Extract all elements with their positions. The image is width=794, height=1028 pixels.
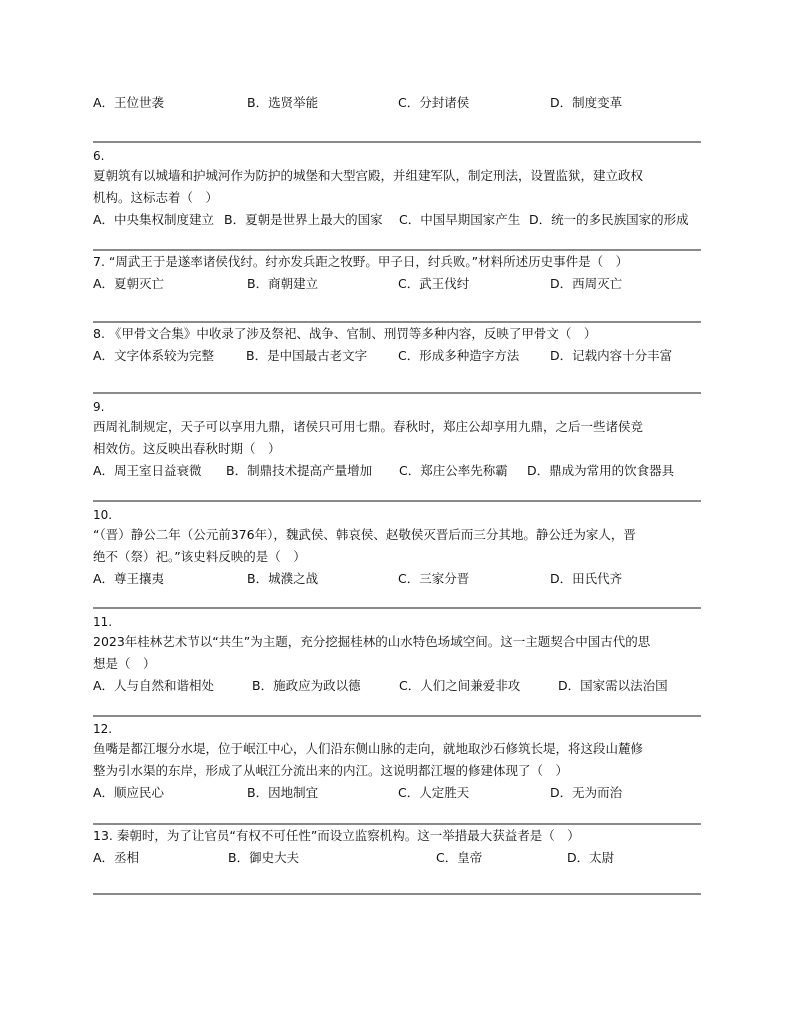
- divider: [93, 392, 701, 394]
- question-10: [93, 506, 701, 590]
- question-stem-line: “（晋）静公二年（公元前376年），魏武侯、韩哀侯、赵敬侯灭晋后而三分其地。静公迁为家人，晋: [93, 527, 636, 542]
- divider: [93, 500, 701, 502]
- option-b[interactable]: B．选贤举能: [247, 95, 319, 110]
- option-d[interactable]: D．制度变革: [550, 95, 623, 110]
- option-c[interactable]: C．皇帝: [436, 850, 483, 865]
- question-stem-line: 想是（ ）: [93, 656, 156, 671]
- option-b[interactable]: B．夏朝是世界上最大的国家: [224, 212, 383, 227]
- option-a[interactable]: A．周王室日益衰微: [93, 463, 202, 478]
- option-d[interactable]: D．国家需以法治国: [558, 678, 668, 693]
- option-c[interactable]: C．中国早期国家产生: [399, 212, 521, 227]
- options: [93, 568, 701, 590]
- options: [93, 273, 701, 295]
- option-b[interactable]: B．制鼎技术提高产量增加: [226, 463, 373, 478]
- question-number: 6.: [93, 149, 105, 163]
- option-a[interactable]: A．夏朝灭亡: [93, 276, 165, 291]
- option-a[interactable]: A．人与自然和谐相处: [93, 678, 215, 693]
- option-c[interactable]: C．武王伐纣: [398, 276, 470, 291]
- divider: [93, 607, 701, 609]
- option-b[interactable]: B．城濮之战: [247, 571, 319, 586]
- options: [93, 675, 701, 697]
- question-stem-line: 相效仿。这反映出春秋时期（ ）: [93, 441, 281, 456]
- option-a[interactable]: A．丞相: [93, 850, 140, 865]
- option-a[interactable]: A．中央集权制度建立: [93, 212, 215, 227]
- question-stem-line: 夏朝筑有以城墙和护城河作为防护的城堡和大型宫殿，并组建军队，制定刑法，设置监狱，建立政权: [93, 168, 644, 183]
- question-stem: 13. 秦朝时，为了让官员“有权不可任性”而设立监察机构。这一举措最大获益者是（ ）: [93, 828, 580, 843]
- question-number: 11.: [93, 615, 113, 629]
- option-d[interactable]: D．田氏代齐: [550, 571, 623, 586]
- question-stem-line: 绝不（祭）祀。”该史料反映的是（ ）: [93, 549, 306, 564]
- option-b[interactable]: B．商朝建立: [247, 276, 319, 291]
- option-d[interactable]: D．记载内容十分丰富: [550, 348, 673, 363]
- option-b[interactable]: B．是中国最古老文字: [246, 348, 368, 363]
- options: [93, 460, 701, 482]
- question-stem: 7. “周武王于是遂率诸侯伐纣。纣亦发兵距之牧野。甲子日，纣兵败。”材料所述历史事件是（ ）: [93, 254, 629, 269]
- option-a[interactable]: A．王位世袭: [93, 95, 165, 110]
- question-5: [93, 92, 701, 114]
- option-b[interactable]: B．因地制宜: [247, 785, 319, 800]
- question-12: [93, 720, 701, 804]
- question-number: 9.: [93, 400, 105, 414]
- option-c[interactable]: C．郑庄公率先称霸: [399, 463, 508, 478]
- question-stem-line: 机构。这标志着（ ）: [93, 190, 219, 205]
- options: [93, 92, 701, 114]
- options: [93, 782, 701, 804]
- question-11: [93, 613, 701, 697]
- question-6: [93, 147, 701, 231]
- option-d[interactable]: D．西周灭亡: [550, 276, 623, 291]
- options: [93, 847, 701, 869]
- divider: [93, 715, 701, 717]
- option-a[interactable]: A．尊王攘夷: [93, 571, 165, 586]
- option-a[interactable]: A．顺应民心: [93, 785, 165, 800]
- option-c[interactable]: C．人们之间兼爱非攻: [399, 678, 521, 693]
- question-13: [93, 825, 701, 869]
- option-c[interactable]: C．形成多种造字方法: [398, 348, 520, 363]
- option-c[interactable]: C．人定胜天: [398, 785, 470, 800]
- option-c[interactable]: C．三家分晋: [398, 571, 470, 586]
- option-b[interactable]: B．施政应为政以德: [252, 678, 361, 693]
- question-stem: 8. 《甲骨文合集》中收录了涉及祭祀、战争、官制、刑罚等多种内容，反映了甲骨文（ ）: [93, 326, 597, 341]
- option-d[interactable]: D．无为而治: [550, 785, 623, 800]
- divider: [93, 141, 701, 143]
- question-stem-line: 鱼嘴是都江堰分水堤，位于岷江中心，人们沿东侧山脉的走向，就地取沙石修筑长堤，将这段山麓修: [93, 741, 644, 756]
- question-stem-line: 2023年桂林艺术节以“共生”为主题，充分挖掘桂林的山水特色场域空间。这一主题契合中国古代的思: [93, 634, 651, 649]
- question-stem-line: 整为引水渠的东岸，形成了从岷江分流出来的内江。这说明都江堰的修建体现了（ ）: [93, 763, 569, 778]
- question-7: [93, 251, 701, 295]
- option-d[interactable]: D．统一的多民族国家的形成: [529, 212, 689, 227]
- options: [93, 345, 701, 367]
- question-stem-line: 西周礼制规定，天子可以享用九鼎，诸侯只可用七鼎。春秋时，郑庄公却享用九鼎，之后一些诸侯竞: [93, 419, 644, 434]
- options: [93, 209, 701, 231]
- option-d[interactable]: D．太尉: [567, 850, 615, 865]
- option-c[interactable]: C．分封诸侯: [398, 95, 470, 110]
- question-9: [93, 398, 701, 482]
- option-a[interactable]: A．文字体系较为完整: [93, 348, 215, 363]
- option-d[interactable]: D．鼎成为常用的饮食器具: [527, 463, 675, 478]
- question-number: 12.: [93, 722, 113, 736]
- divider: [93, 893, 701, 895]
- option-b[interactable]: B．御史大夫: [228, 850, 300, 865]
- question-8: [93, 323, 701, 367]
- question-number: 10.: [93, 508, 113, 522]
